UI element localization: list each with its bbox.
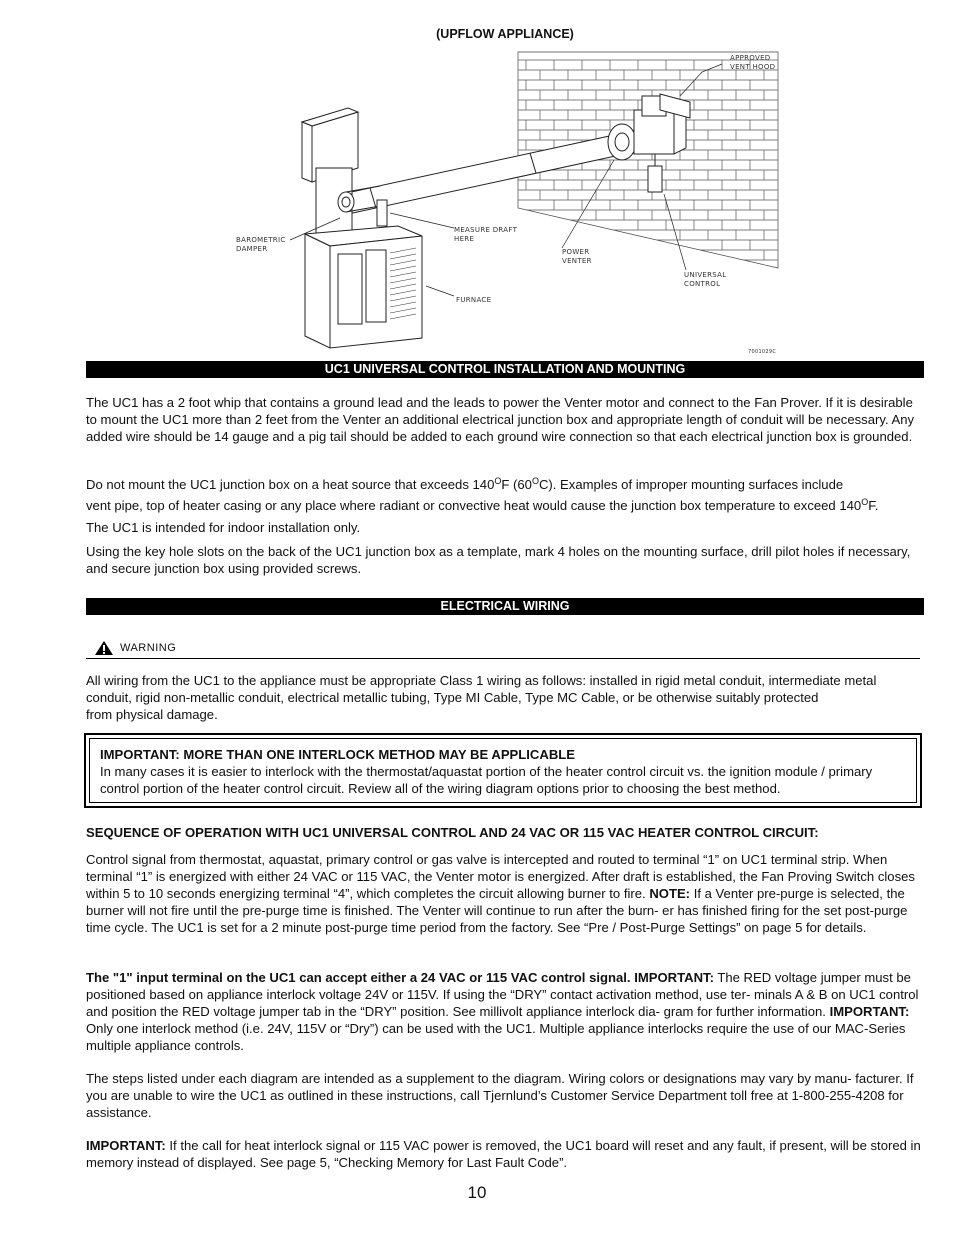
installation-diagram <box>230 48 790 358</box>
label-universal-control-2: CONTROL <box>684 280 721 288</box>
install-paragraph-2: Do not mount the UC1 junction box on a heat source that exceeds $140^OF$ $(60^OC)$. Examples of improper mounting surfaces include vent pipe, top of heater casing or any place where radiant or convective heat would cause the junction box temperature to exceed $140^OF$. <box>86 476 879 513</box>
warning-divider <box>86 658 920 659</box>
draft-stub <box>377 200 387 226</box>
page-number: 10 <box>467 1183 487 1202</box>
warning-paragraph: All wiring from the UC1 to the appliance must be appropriate Class 1 wiring as follows: installed in rigid metal conduit, intermediate metal conduit, rigid non-metallic conduit, electrical metallic tubing, Type MI Cable, Type MC Cable, or be otherwise suitably protected from physical damage. <box>86 673 877 722</box>
sequence-heading: SEQUENCE OF OPERATION WITH UC1 UNIVERSAL CONTROL AND 24 VAC OR 115 VAC HEATER CONTROL CIRCUIT: <box>86 825 819 840</box>
warning-header <box>94 640 176 656</box>
section-heading-installation: UC1 UNIVERSAL CONTROL INSTALLATION AND MOUNTING <box>86 361 924 378</box>
section-heading-electrical: ELECTRICAL WIRING <box>86 598 924 615</box>
sequence-paragraph-3: The steps listed under each diagram are intended as a supplement to the diagram. Wiring colors or designations may vary by manu- facturer. If you are unable to wire the UC1 as outlined in these instructions, call Tjernlund’s Customer Service Department toll free at 1-800-255-4208 for assistance. <box>86 1071 914 1120</box>
label-measure-draft-1: MEASURE DRAFT <box>454 226 518 234</box>
figure-code: 7001029C <box>748 349 777 355</box>
install-paragraph-1: The UC1 has a 2 foot whip that contains a ground lead and the leads to power the Venter motor and connect to the Fan Prover. If it is desirable to mount the UC1 more than 2 feet from the Venter an additional electrical junction box and appropriate length of conduit will be necessary. Any added wire should be 14 gauge and a pig tail should be added to each ground wire connection so that each electrical junction box is grounded. <box>86 395 915 444</box>
install-paragraph-4: Using the key hole slots on the back of the UC1 junction box as a template, mark 4 holes on the mounting surface, drill pilot holes if necessary, and secure junction box using provided screws. <box>86 544 911 576</box>
important-box <box>84 733 922 808</box>
label-power-venter-1: POWER <box>562 248 590 256</box>
label-vent-hood-1: APPROVED <box>730 54 771 62</box>
warning-triangle-icon <box>94 640 114 656</box>
label-barometric-1: BAROMETRIC <box>236 236 286 244</box>
sequence-paragraph-2: The "1" input terminal on the UC1 can accept either a 24 VAC or 115 VAC control signal. IMPORTANT: The RED voltage jumper must be positioned based on appliance interlock voltage 24V or 115V. If using the “DRY” contact activation method, use ter- minals A & B on UC1 control and position the RED voltage jumper tab in the “DRY” position. See millivolt appliance interlock dia- gram for further information. IMPORTANT: Only one interlock method (i.e. 24V, 115V or “Dry”) can be used with the UC1. Multiple appliance interlocks require the use of our MAC-Series multiple appliance controls. <box>86 970 919 1053</box>
install-paragraph-3: The UC1 is intended for indoor installation only. <box>86 520 361 535</box>
label-vent-hood-2: VENT HOOD <box>730 63 776 71</box>
label-furnace: FURNACE <box>456 296 492 304</box>
furnace <box>305 226 422 348</box>
sequence-paragraph-4: IMPORTANT: If the call for heat interlock signal or 115 VAC power is removed, the UC1 board will reset and any fault, if present, will be stored in memory instead of displayed. See page 5, “Checking Memory for Last Fault Code”. <box>86 1138 921 1170</box>
important-box-text: In many cases it is easier to interlock with the thermostat/aquastat portion of the heater control circuit vs. the ignition module / primary control portion of the heater control circuit. Review all of the wiring diagram options prior to choosing the best method. <box>100 763 873 796</box>
label-universal-control-1: UNIVERSAL <box>684 271 727 279</box>
label-barometric-2: DAMPER <box>236 245 268 253</box>
label-measure-draft-2: HERE <box>454 235 475 243</box>
important-box-title: IMPORTANT: MORE THAN ONE INTERLOCK METHOD MAY BE APPLICABLE <box>100 747 576 762</box>
label-power-venter-2: VENTER <box>562 257 592 265</box>
sequence-paragraph-1: Control signal from thermostat, aquastat, primary control or gas valve is intercepted and routed to terminal “1” on UC1 terminal strip. When terminal “1” is energized with either 24 VAC or 115 VAC, the Venter motor is energized. After draft is established, the Fan Proving Switch closes within 5 to 10 seconds energizing terminal “4”, which completes the circuit allowing burner to fire. NOTE: If a Venter pre-purge is selected, the burner will not fire until the pre-purge time is finished. The Venter will continue to run after the burn- er has finished firing for the set post-purge time cycle. The UC1 is set for a 2 minute post-purge time period from the factory. See “Pre / Post-Purge Settings” on page 5 for details. <box>86 852 915 935</box>
figure-title: (UPFLOW APPLIANCE) <box>436 27 574 41</box>
warning-label: WARNING <box>120 642 177 654</box>
